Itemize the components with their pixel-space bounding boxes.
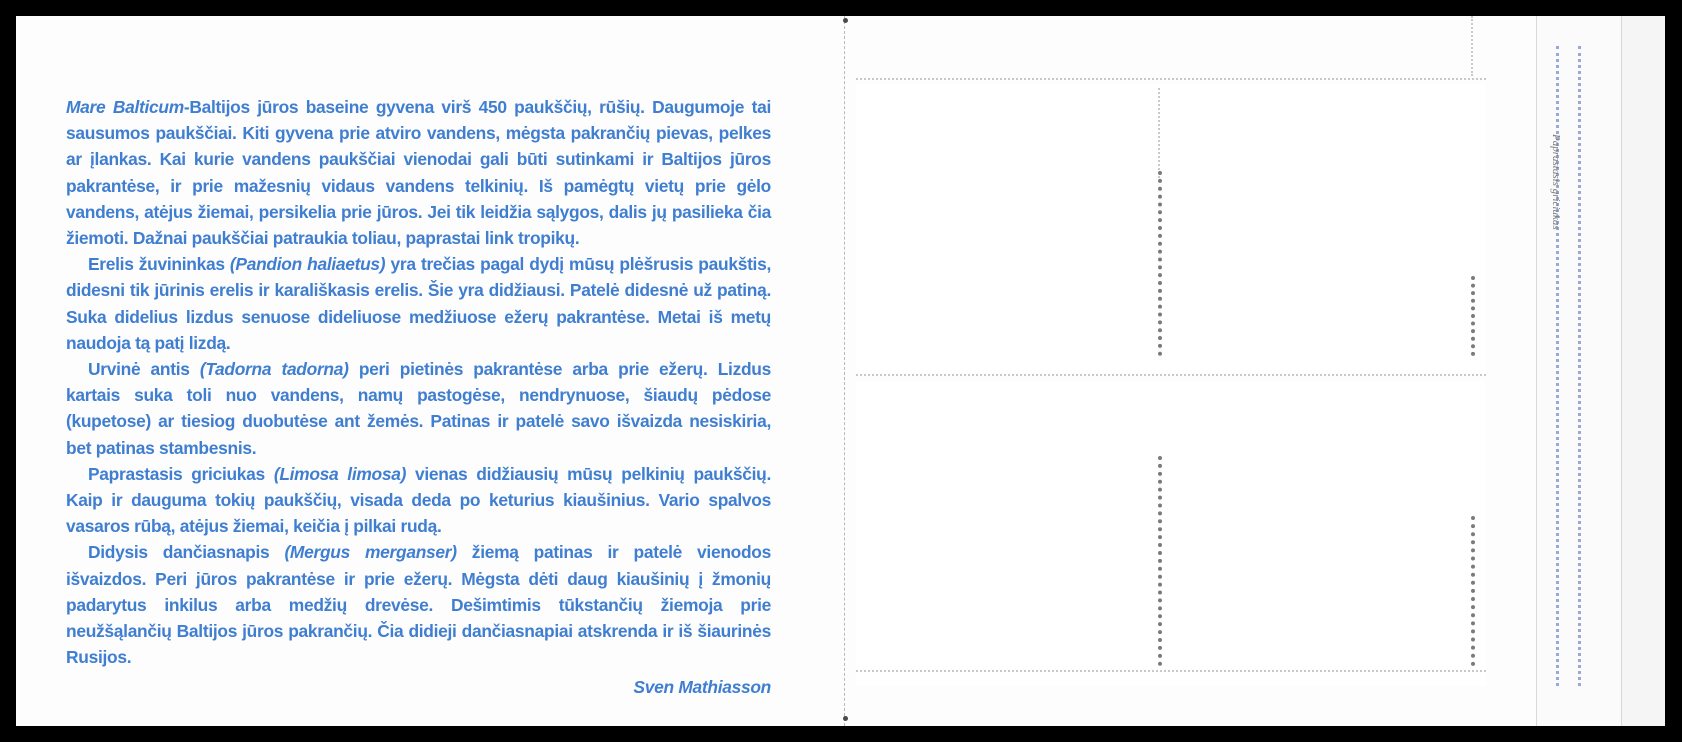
paragraph-osprey [66, 251, 771, 356]
stamp-booklet-pane [16, 16, 1664, 726]
shelduck-body: peri pietinės pakrantėse arba prie ežerų. Lizdus kartais suka toli nuo vandens, namų pastogėse, nendrynuose, šiaudų pėdose (kupetose) ar tiesiog duobutėse ant žemės. Patinas ir patelė savo išvaizda nesiskiria, bet patinas stambesnis. [66, 359, 772, 458]
perforation-right-top [1471, 16, 1473, 76]
godwit-latin: (Limosa limosa) [273, 463, 407, 484]
perforation-vertical-lower-dark [1158, 456, 1162, 666]
godwit-name: Paprastasis griciukas [88, 463, 274, 484]
paragraph-godwit [66, 461, 771, 540]
godwit-body: vienas didžiausių mūsų pelkinių paukščių. Kaip ir dauguma tokių paukščių, visada deda po keturius kiaušinius. Vario spalvos vasaros rūbą, atėjus žiemai, keičia į pilkai rudą. [66, 463, 771, 537]
perforation-bottom [856, 670, 1486, 672]
intro-body: -Baltijos jūros baseine gyvena virš 450 paukščių, rūšių. Daugumoje tai sausumos paukščiai. Kiti gyvena prie atviro vandens, mėgsta pakrančių pievas, pelkes ar įlankas. Kai kurie vandens paukščiai vienodai gali būti sutinkami ir Baltijos jūros pakrantėse, ir prie mažesnių vidaus vandens telkinių. Iš pamėgtų vietų prie gėlo vandens, atėjus žiemai, persikelia prie jūros. Jei tik leidžia sąlygos, dalis jų pasilieka čia žiemoti. Dažnai paukščiai patraukia toliau, paprastai link tropikų. [66, 97, 771, 249]
osprey-name: Erelis žuvininkas [88, 254, 230, 275]
fold-mark-bottom [843, 716, 848, 721]
perforation-right-lower [1471, 516, 1475, 666]
merganser-name: Didysis dančiasnapis [88, 542, 285, 563]
osprey-latin: (Pandion haliaetus) [229, 254, 386, 275]
shelduck-name: Urvinė antis [88, 359, 200, 380]
paragraph-merganser [66, 539, 771, 670]
perforation-top [856, 78, 1486, 80]
description-text-panel [66, 94, 771, 701]
stamp-slot-top [856, 84, 1486, 374]
perforation-vertical-upper-dark [1158, 171, 1162, 356]
author-signature: Sven Mathiasson [633, 677, 771, 698]
selvage-perforation-right [1578, 46, 1581, 686]
fold-mark-top [843, 18, 848, 23]
perforation-vertical-upper [1158, 88, 1160, 178]
merganser-latin: (Mergus merganser) [284, 542, 457, 563]
merganser-body: žiemą patinas ir patelė vienodos išvaizdos. Peri jūros pakrantėse ir prie ežerų. Mėgsta dėti daug kiaušinių į žmonių padarytus inkilus arba medžių drevėse. Dešimtimis tūkstančių žiemoja prie neužšąlančių Baltijos jūros pakrančių. Čia didieji dančiasnapiai atskrenda ir iš šiaurinės Rusijos. [66, 542, 771, 668]
stamp-slot-bottom [856, 381, 1486, 686]
intro-title: Mare Balticum [66, 97, 184, 117]
paragraph-shelduck [66, 356, 771, 461]
perforation-middle [856, 374, 1486, 376]
shelduck-latin: (Tadorna tadorna) [199, 359, 349, 380]
selvage-label: Paprastasis griciukas [1550, 134, 1562, 230]
paragraph-intro [66, 94, 771, 251]
perforation-right-upper [1471, 276, 1475, 356]
fold-line [844, 16, 845, 726]
osprey-body: yra trečias pagal dydį mūsų plėšrusis paukštis, didesni tik jūrinis erelis ir karališkasis erelis. Šie yra didžiausi. Patelė didesnė už patiną. Suka didelius lizdus senuose dideliuose medžiuose ežerų pakrantėse. Metai iš metų naudoja tą patį lizdą. [66, 254, 771, 353]
selvage-edge [1621, 16, 1665, 726]
